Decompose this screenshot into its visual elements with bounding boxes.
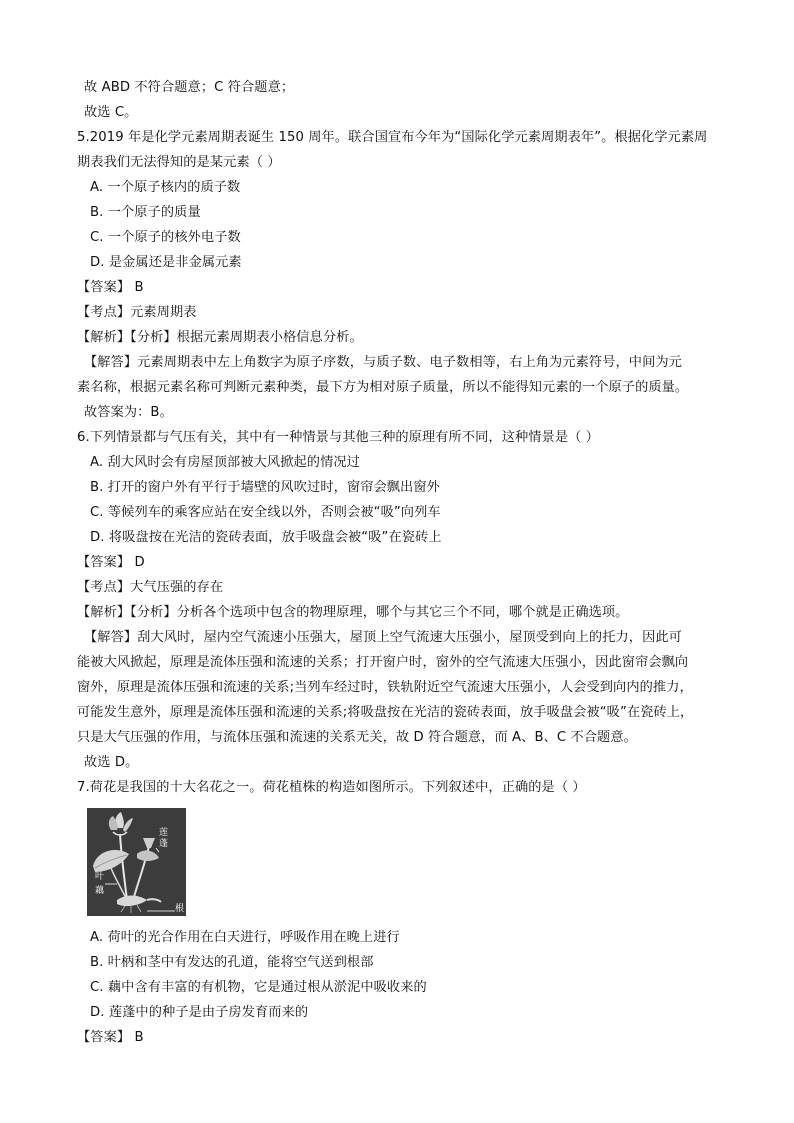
q6-solution-line2: 能被大风掀起，原理是流体压强和流速的关系；打开窗户时，窗外的空气流速大压强小，因此窗帘会飘向 [77, 655, 689, 670]
q6-answer: 【答案】 D [77, 555, 145, 570]
q5-solution-line2: 素名称，根据元素名称可判断元素种类，最下方为相对原子质量，所以不能得知元素的一个原子的质量。 [77, 380, 689, 395]
q5-option-a: A. 一个原子核内的质子数 [90, 180, 241, 195]
q6-solution-line5: 只是大气压强的作用，与流体压强和流速的关系无关，故 D 符合题意，而 A、B、C 不合题意。 [77, 730, 637, 745]
q5-analysis: 【解析】【分析】根据元素周期表小格信息分析。 [77, 330, 363, 345]
q6-final: 故选 D。 [84, 755, 139, 770]
q6-option-a: A. 刮大风时会有房屋顶部被大风掀起的情况过 [90, 455, 360, 470]
q7-option-a: A. 荷叶的光合作用在白天进行，呼吸作用在晚上进行 [90, 930, 400, 945]
q5-solution-line1: 【解答】元素周期表中左上角数字为原子序数，与质子数、电子数相等，右上角为元素符号，中间为元 [84, 355, 682, 370]
q4-final: 故选 C。 [84, 105, 138, 120]
q5-final: 故答案为：B。 [84, 405, 173, 420]
label-ou: 藕 [95, 886, 105, 896]
q5-option-c: C. 一个原子的核外电子数 [90, 230, 241, 245]
q6-key-point: 【考点】大气压强的存在 [77, 580, 224, 595]
q6-solution-line4: 可能发生意外，原理是流体压强和流速的关系;将吸盘按在光洁的瓷砖表面，放手吸盘会被“吸”在瓷砖上， [77, 705, 694, 720]
q7-answer: 【答案】 B [77, 1030, 144, 1045]
label-ye: 叶 [95, 872, 105, 882]
q7-option-b: B. 叶柄和茎中有发达的孔道，能将空气送到根部 [90, 955, 374, 970]
q6-option-c: C. 等候列车的乘客应站在安全线以外，否则会被“吸”向列车 [90, 505, 441, 520]
q7-stem: 7.荷花是我国的十大名花之一。荷花植株的构造如图所示。下列叙述中，正确的是（ ） [77, 780, 586, 795]
q5-stem-line1: 5.2019 年是化学元素周期表诞生 150 周年。联合国宣布今年为“国际化学元素周期表年”。根据化学元素周 [77, 130, 708, 145]
q6-analysis: 【解析】【分析】分析各个选项中包含的物理原理，哪个与其它三个不同，哪个就是正确选项。 [77, 605, 629, 620]
q6-option-d: D. 将吸盘按在光洁的瓷砖表面，放手吸盘会被“吸”在瓷砖上 [90, 530, 442, 545]
label-gen: 根 [175, 904, 185, 914]
lotus-illustration [87, 808, 186, 916]
q5-option-d: D. 是金属还是非金属元素 [90, 255, 242, 270]
lotus-plant-figure [87, 808, 186, 916]
label-lianpeng: 莲蓬 [159, 828, 169, 849]
q6-solution-line3: 窗外，原理是流体压强和流速的关系;当列车经过时，铁轨附近空气流速大压强小，人会受到向内的推力， [77, 680, 693, 695]
q7-option-c: C. 藕中含有丰富的有机物，它是通过根从淤泥中吸收来的 [90, 980, 427, 995]
q7-option-d: D. 莲蓬中的种子是由子房发育而来的 [90, 1005, 309, 1020]
q5-key-point: 【考点】元素周期表 [77, 305, 197, 320]
q6-solution-line1: 【解答】刮大风时，屋内空气流速小压强大，屋顶上空气流速大压强小，屋顶受到向上的托力，因此可 [84, 630, 682, 645]
q5-stem-line2: 期表我们无法得知的是某元素（ ） [77, 155, 281, 170]
q5-answer: 【答案】 B [77, 280, 144, 295]
q6-option-b: B. 打开的窗户外有平行于墙壁的风吹过时，窗帘会飘出窗外 [90, 480, 440, 495]
q6-stem: 6.下列情景都与气压有关，其中有一种情景与其他三种的原理有所不同，这种情景是（ ） [77, 430, 599, 445]
q5-option-b: B. 一个原子的质量 [90, 205, 201, 220]
q4-conclusion: 故 ABD 不符合题意；C 符合题意； [84, 80, 295, 95]
